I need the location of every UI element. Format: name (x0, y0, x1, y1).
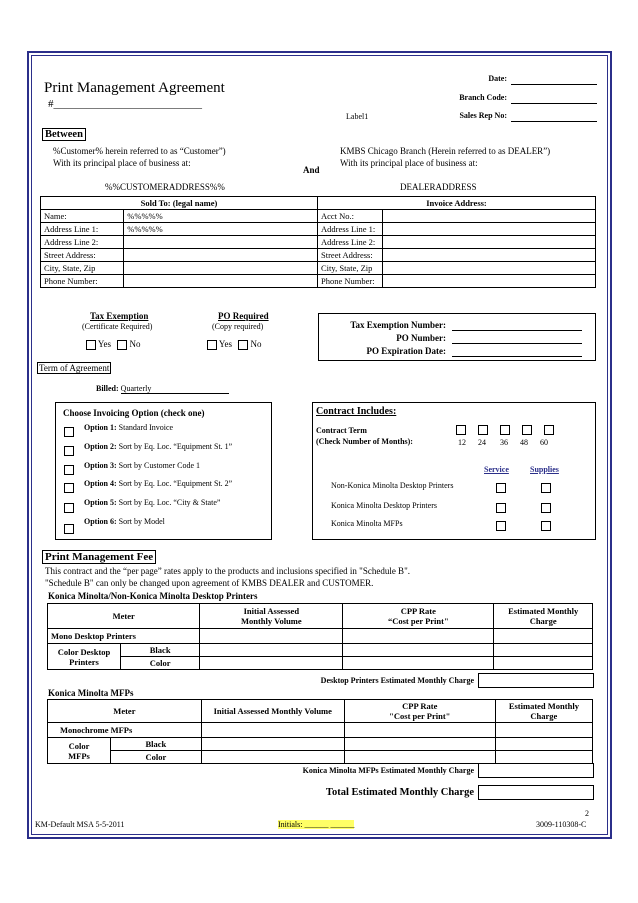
contract-term-line2: (Check Number of Months): (316, 437, 413, 446)
contract-title: Contract Includes: (316, 406, 397, 417)
fee-heading: Print Management Fee (42, 550, 156, 564)
option-text: Sort by Eq. Loc. “Equipment St. 2” (118, 479, 233, 488)
invoicing-title: Choose Invoicing Option (check one) (63, 408, 205, 418)
row-label: Address Line 1: (318, 223, 383, 236)
table-row (48, 751, 593, 764)
black-label: Black (111, 738, 202, 751)
option-text: Sort by Model (118, 517, 165, 526)
color-mfp-label (48, 738, 111, 764)
billed-value[interactable]: Quarterly (121, 384, 229, 394)
charge-cell[interactable] (495, 738, 592, 751)
row-value[interactable] (383, 223, 596, 236)
branch-code-field[interactable] (511, 103, 597, 104)
volume-cell[interactable] (201, 751, 344, 764)
po-yes-label: Yes (218, 339, 233, 349)
month-checkbox-24[interactable] (478, 421, 488, 439)
tax-yes-checkbox[interactable] (86, 340, 96, 350)
table-row (41, 262, 596, 275)
month-label: 36 (500, 438, 508, 447)
color-label: Color (111, 751, 202, 764)
row-value[interactable] (383, 249, 596, 262)
option3-checkbox[interactable] (64, 465, 74, 475)
mfp-fee-table (47, 699, 593, 764)
option-row (64, 520, 74, 538)
po-no-label: No (250, 339, 262, 349)
cpp-header (344, 700, 495, 723)
volume-cell[interactable] (201, 723, 344, 738)
customer-line2: With its principal place of business at: (53, 158, 191, 168)
row-label: Name: (41, 210, 124, 223)
row-value[interactable] (383, 236, 596, 249)
est-header-line2: Charge (530, 711, 558, 721)
cpp-header-line1: CPP Rate (402, 701, 438, 711)
dealer-line1: KMBS Chicago Branch (Herein referred to as DEALER”) (340, 146, 551, 156)
option-row (64, 442, 74, 460)
cpp-header-line2: “Cost per Print" (387, 616, 449, 626)
month-checkbox-36[interactable] (500, 421, 510, 439)
initial-full-header: Initial Assessed Monthly Volume (201, 700, 344, 723)
table-row (48, 657, 593, 670)
row-value[interactable]: %%%%% (124, 223, 318, 236)
row-label: Phone Number: (41, 275, 124, 288)
tax-exemption-choice (86, 339, 141, 350)
initial-header-line2: Monthly Volume (240, 616, 302, 626)
table-row (48, 629, 593, 644)
po-required-sub: (Copy required) (212, 322, 264, 331)
date-label: Date: (488, 74, 507, 83)
tax-no-label: No (129, 339, 141, 349)
fee-para1: This contract and the “per page” rates apply to the products and inclusions specified in "Schedule B". (45, 566, 410, 576)
option-text: Standard Invoice (118, 423, 174, 432)
sold-to-header: Sold To: (legal name) (41, 197, 318, 210)
cpp-cell[interactable] (344, 723, 495, 738)
supplies-header: Supplies (530, 465, 559, 474)
po-number-field[interactable] (452, 343, 582, 344)
est-header-line2: Charge (529, 616, 557, 626)
option6 (84, 517, 165, 526)
page-number: 2 (585, 809, 589, 818)
cpp-cell[interactable] (343, 657, 494, 670)
option-row (64, 479, 74, 497)
sales-rep-label: Sales Rep No: (459, 111, 507, 120)
month-label: 60 (540, 438, 548, 447)
supplies-checkbox[interactable] (541, 479, 551, 497)
charge-cell[interactable] (495, 723, 592, 738)
service-checkbox[interactable] (496, 499, 506, 517)
tax-yes-label: Yes (97, 339, 112, 349)
label1: Label1 (346, 112, 369, 121)
meter-header: Meter (48, 700, 202, 723)
table-row (41, 236, 596, 249)
mfp-total-field[interactable] (478, 763, 594, 778)
grand-total-field[interactable] (478, 785, 594, 800)
sales-rep-field[interactable] (511, 121, 597, 122)
tax-no-checkbox[interactable] (117, 340, 127, 350)
billed-label: Billed: (96, 384, 119, 393)
color-desktop-line1: Color Desktop (57, 646, 111, 657)
term-heading: Term of Agreement (39, 363, 110, 373)
tax-number-label: Tax Exemption Number: (350, 320, 446, 330)
option-label: Option 2: (84, 442, 117, 451)
row-value[interactable] (124, 275, 318, 288)
mfp-total-label: Konica Minolta MFPs Estimated Monthly Charge (302, 766, 474, 775)
customer-line1: %Customer% herein referred to as “Customer”) (53, 146, 226, 156)
option5-checkbox[interactable] (64, 503, 74, 513)
option-label: Option 3: (84, 461, 117, 470)
option4-checkbox[interactable] (64, 483, 74, 493)
option-text: Sort by Eq. Loc. “City & State” (118, 498, 221, 507)
grand-total-label: Total Estimated Monthly Charge (325, 787, 474, 798)
option1-checkbox[interactable] (64, 427, 74, 437)
service-checkbox[interactable] (496, 517, 506, 535)
tax-exemption-title: Tax Exemption (90, 311, 149, 321)
billed-row (96, 384, 229, 394)
contract-term-line1: Contract Term (316, 426, 367, 435)
row-label: Address Line 2: (41, 236, 124, 249)
option-text: Sort by Eq. Loc. “Equipment St. 1” (118, 442, 233, 451)
service-header: Service (484, 465, 509, 474)
table-row (41, 210, 596, 223)
contract-item: Konica Minolta MFPs (331, 519, 403, 528)
black-label: Black (121, 644, 200, 657)
tax-number-field[interactable] (452, 330, 582, 331)
option-label: Option 6: (84, 517, 117, 526)
volume-cell[interactable] (200, 657, 343, 670)
table-row (48, 644, 593, 657)
cpp-cell[interactable] (344, 738, 495, 751)
customer-address: %%CUSTOMERADDRESS%% (105, 182, 225, 192)
service-checkbox[interactable] (496, 479, 506, 497)
footer-right: 3009-110308-C (536, 820, 587, 829)
page-title: Print Management Agreement (44, 80, 225, 96)
and-label: And (303, 165, 320, 175)
po-required-title: PO Required (218, 311, 269, 321)
dealer-line2: With its principal place of business at: (340, 158, 478, 168)
est-header-line1: Estimated Monthly (508, 606, 579, 616)
row-value[interactable] (383, 262, 596, 275)
branch-code-label: Branch Code: (459, 93, 507, 102)
cpp-cell[interactable] (343, 644, 494, 657)
month-label: 48 (520, 438, 528, 447)
charge-cell[interactable] (495, 751, 592, 764)
option-row (64, 499, 74, 517)
row-label: Acct No.: (318, 210, 383, 223)
cpp-cell[interactable] (344, 751, 495, 764)
row-label: Street Address: (318, 249, 383, 262)
option-label: Option 5: (84, 498, 117, 507)
color-desktop-label (48, 644, 121, 670)
desktop-section-title: Konica Minolta/Non-Konica Minolta Desktop Printers (48, 591, 258, 601)
tax-exemption-sub: (Certificate Required) (82, 322, 153, 331)
table-row (48, 723, 593, 738)
initial-header-line1: Initial Assessed (243, 606, 300, 616)
cpp-cell[interactable] (343, 629, 494, 644)
row-value[interactable] (124, 262, 318, 275)
cpp-header-line1: CPP Rate (400, 606, 436, 616)
po-exp-label: PO Expiration Date: (366, 346, 446, 356)
row-label: City, State, Zip (41, 262, 124, 275)
po-yes-checkbox[interactable] (207, 340, 217, 350)
supplies-checkbox[interactable] (541, 499, 551, 517)
option-label: Option 1: (84, 423, 117, 432)
supplies-checkbox[interactable] (541, 517, 551, 535)
charge-cell[interactable] (494, 644, 593, 657)
option2 (84, 442, 232, 451)
color-label: Color (121, 657, 200, 670)
meter-header: Meter (48, 604, 200, 629)
row-value[interactable] (124, 249, 318, 262)
table-row (41, 275, 596, 288)
desktop-fee-table (47, 603, 593, 670)
month-checkbox-12[interactable] (456, 421, 466, 439)
volume-cell[interactable] (200, 644, 343, 657)
charge-cell[interactable] (494, 629, 593, 644)
table-row (41, 223, 596, 236)
option-text: Sort by Customer Code 1 (118, 461, 201, 470)
color-mfp-line1: Color (68, 740, 90, 751)
desktop-total-label: Desktop Printers Estimated Monthly Charge (320, 676, 474, 685)
fee-para2: "Schedule B" can only be changed upon agreement of KMBS DEALER and CUSTOMER. (45, 578, 374, 588)
row-value[interactable] (124, 236, 318, 249)
row-label: Phone Number: (318, 275, 383, 288)
po-no-checkbox[interactable] (238, 340, 248, 350)
volume-cell[interactable] (200, 629, 343, 644)
table-row (41, 249, 596, 262)
initials-field[interactable]: Initials: ______ ______ (278, 820, 355, 829)
volume-cell[interactable] (201, 738, 344, 751)
row-label: Address Line 2: (318, 236, 383, 249)
contract-item: Non-Konica Minolta Desktop Printers (331, 481, 454, 490)
option4 (84, 479, 232, 488)
color-mfp-line2: MFPs (68, 750, 90, 761)
dealer-address: DEALERADDRESS (400, 182, 477, 192)
between-heading: Between (42, 128, 86, 141)
mfp-section-title: Konica Minolta MFPs (48, 688, 134, 698)
cpp-header (343, 604, 494, 629)
agreement-number: #___________________________ (48, 98, 202, 110)
month-label: 12 (458, 438, 466, 447)
charge-cell[interactable] (494, 657, 593, 670)
month-label: 24 (478, 438, 486, 447)
option3 (84, 461, 200, 470)
est-header (495, 700, 592, 723)
option1 (84, 423, 173, 432)
po-number-label: PO Number: (396, 333, 446, 343)
option2-checkbox[interactable] (64, 446, 74, 456)
date-field[interactable] (511, 84, 597, 85)
cpp-header-line2: "Cost per Print" (389, 711, 451, 721)
mono-desktop-label: Mono Desktop Printers (48, 629, 200, 644)
est-header (494, 604, 593, 629)
po-exp-field[interactable] (452, 356, 582, 357)
mono-mfp-label: Monochrome MFPs (48, 723, 202, 738)
row-label: Street Address: (41, 249, 124, 262)
color-desktop-line2: Printers (69, 656, 99, 667)
desktop-total-field[interactable] (478, 673, 594, 688)
option-row (64, 423, 74, 441)
option6-checkbox[interactable] (64, 524, 74, 534)
row-value[interactable] (383, 275, 596, 288)
row-label: Address Line 1: (41, 223, 124, 236)
footer-left: KM-Default MSA 5-5-2011 (35, 820, 125, 829)
row-value[interactable]: %%%%% (124, 210, 318, 223)
option-row (64, 461, 74, 479)
row-value[interactable] (383, 210, 596, 223)
row-label: City, State, Zip (318, 262, 383, 275)
po-required-choice (207, 339, 262, 350)
month-checkbox-48[interactable] (522, 421, 532, 439)
month-checkbox-60[interactable] (544, 421, 554, 439)
contract-item: Konica Minolta Desktop Printers (331, 501, 437, 510)
invoice-header: Invoice Address: (318, 197, 596, 210)
address-table (40, 196, 596, 288)
option-label: Option 4: (84, 479, 117, 488)
est-header-line1: Estimated Monthly (508, 701, 579, 711)
table-row (48, 738, 593, 751)
initial-header (200, 604, 343, 629)
option5 (84, 498, 220, 507)
